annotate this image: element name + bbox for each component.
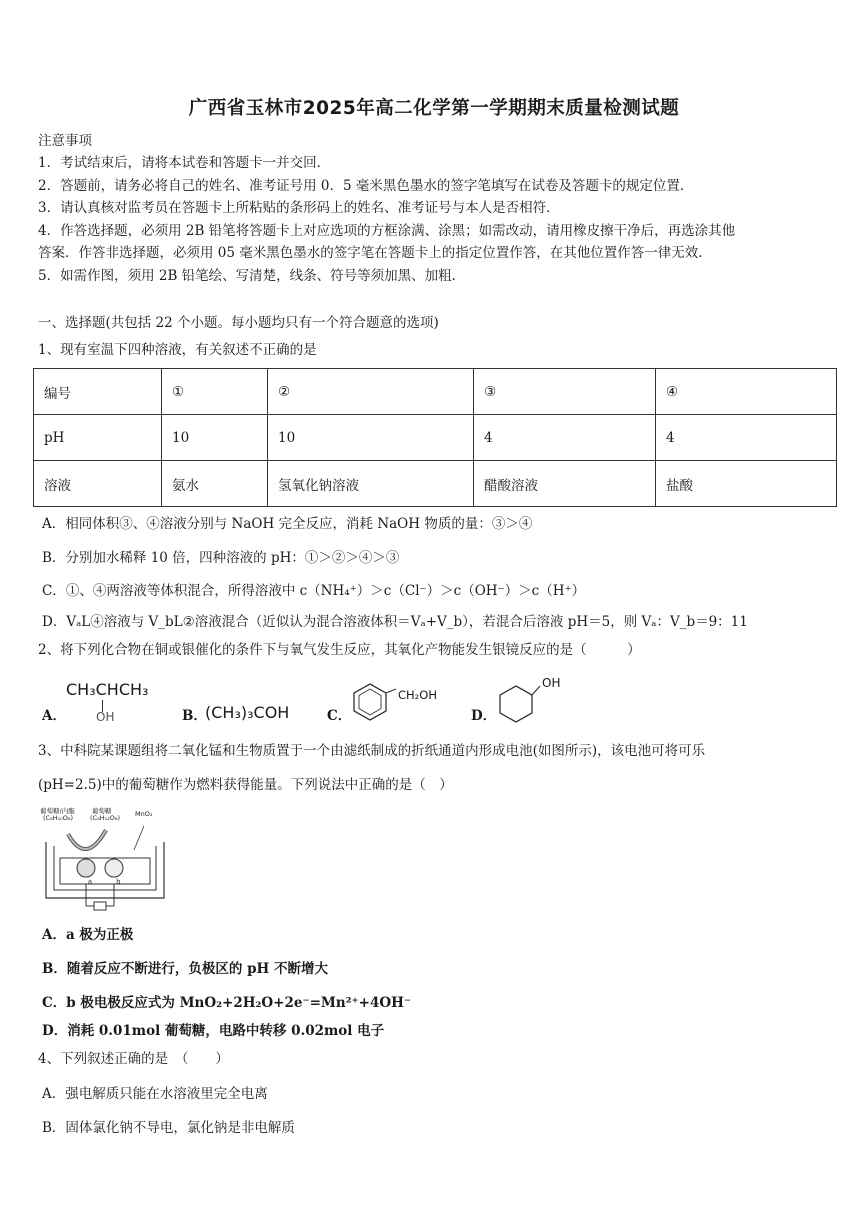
table-cell: 氢氧化钠溶液 bbox=[268, 461, 474, 507]
figure-label-mno2: MnO₂ bbox=[135, 810, 153, 818]
notice-item-4: 4．作答选择题，必须用 2B 铅笔将答题卡上对应选项的方框涂满、涂黑；如需改动，请用橡皮擦干净后，再选涂其他 bbox=[38, 223, 736, 239]
table-cell: 编号 bbox=[34, 369, 162, 415]
notice-item-4-cont: 答案．作答非选择题，必须用 05 毫米黑色墨水的签字笔在答题卡上的指定位置作答，在其他位置作答一律无效． bbox=[38, 245, 712, 261]
q3-option-a: A．a 极为正极 bbox=[42, 927, 134, 943]
electrode-b-label: b bbox=[116, 878, 121, 886]
q2-option-d-group: OH bbox=[542, 676, 561, 690]
table-cell: 醋酸溶液 bbox=[474, 461, 656, 507]
table-cell: 4 bbox=[474, 415, 656, 461]
table-row bbox=[34, 415, 837, 461]
q1-table bbox=[33, 368, 837, 507]
table-cell: ② bbox=[268, 369, 474, 415]
q1-option-d: D．VₐL④溶液与 V_bL②溶液混合（近似认为混合溶液体积＝Vₐ+V_b），若混合后溶液 pH＝5，则 Vₐ：V_b＝9：11 bbox=[42, 614, 748, 630]
q1-option-a: A．相同体积③、④溶液分别与 NaOH 完全反应，消耗 NaOH 物质的量：③＞④ bbox=[42, 516, 533, 532]
q2-option-c-group: CH₂OH bbox=[398, 688, 437, 702]
figure-label-glucose: 葡萄糖 bbox=[92, 807, 112, 815]
notice-item-1: 1．考试结束后，请将本试卷和答题卡一并交回． bbox=[38, 155, 331, 171]
q1-option-c: C．①、④两溶液等体积混合，所得溶液中 c（NH₄⁺）＞c（Cl⁻）＞c（OH⁻）＞c（H⁺） bbox=[42, 583, 586, 599]
q3-stem-line-1: 3、中科院某课题组将二氧化锰和生物质置于一个由滤纸制成的折纸通道内形成电池(如图所示)，该电池可将可乐 bbox=[38, 743, 706, 759]
q3-option-c: C．b 极电极反应式为 MnO₂+2H₂O+2e⁻=Mn²⁺+4OH⁻ bbox=[42, 995, 412, 1011]
q2-option-a-oh: OH bbox=[96, 710, 115, 724]
table-cell: pH bbox=[34, 415, 162, 461]
q2-option-d-label: D． bbox=[471, 708, 497, 724]
battery-drawing-icon bbox=[40, 820, 170, 912]
q2-stem: 2、将下列化合物在铜或银催化的条件下与氧气发生反应，其氧化产物能发生银镜反应的是（ ） bbox=[38, 642, 641, 658]
figure-label-lactone: 葡萄糖/内酯 bbox=[40, 807, 75, 815]
notice-heading: 注意事项 bbox=[38, 133, 92, 149]
figure-label-lactone-formula: (C₆H₁₀O₆) bbox=[43, 814, 74, 822]
figure-label-glucose-formula: (C₆H₁₂O₆) bbox=[90, 814, 121, 822]
cyclohexane-ring-icon bbox=[494, 676, 544, 726]
notice-item-2: 2．答题前，请务必将自己的姓名、准考证号用 0．5 毫米黑色墨水的签字笔填写在试卷及答题卡的规定位置． bbox=[38, 178, 694, 194]
table-cell: 10 bbox=[268, 415, 474, 461]
table-cell: 盐酸 bbox=[656, 461, 837, 507]
q2-option-b-formula: (CH₃)₃COH bbox=[205, 703, 290, 722]
notice-item-5: 5．如需作图，须用 2B 铅笔绘、写清楚，线条、符号等须加黑、加粗． bbox=[38, 268, 466, 284]
q2-option-a-formula: CH₃CHCH₃ bbox=[66, 680, 149, 699]
q1-stem: 1、现有室温下四种溶液，有关叙述不正确的是 bbox=[38, 342, 317, 358]
page-title: 广西省玉林市2025年高二化学第一学期期末质量检测试题 bbox=[188, 98, 680, 119]
notice-item-3: 3．请认真核对监考员在答题卡上所粘贴的条形码上的姓名、准考证号与本人是否相符． bbox=[38, 200, 560, 216]
q2-option-a-label: A． bbox=[42, 708, 66, 724]
battery-diagram bbox=[40, 806, 170, 912]
table-cell: 4 bbox=[656, 415, 837, 461]
table-cell: ③ bbox=[474, 369, 656, 415]
q3-option-d: D．消耗 0.01mol 葡萄糖，电路中转移 0.02mol 电子 bbox=[42, 1023, 385, 1039]
q3-option-b: B．随着反应不断进行，负极区的 pH 不断增大 bbox=[42, 961, 329, 977]
section-heading: 一、选择题(共包括 22 个小题。每小题均只有一个符合题意的选项) bbox=[38, 315, 439, 331]
table-cell: 10 bbox=[162, 415, 268, 461]
table-cell: 溶液 bbox=[34, 461, 162, 507]
table-cell: 氨水 bbox=[162, 461, 268, 507]
table-row bbox=[34, 369, 837, 415]
q4-option-a: A．强电解质只能在水溶液里完全电离 bbox=[42, 1086, 268, 1102]
table-cell: ① bbox=[162, 369, 268, 415]
q4-option-b: B．固体氯化钠不导电，氯化钠是非电解质 bbox=[42, 1120, 295, 1136]
table-row bbox=[34, 461, 837, 507]
q3-stem-line-2: (pH=2.5)中的葡萄糖作为燃料获得能量。下列说法中正确的是（ ） bbox=[38, 777, 453, 793]
q1-option-b: B．分别加水稀释 10 倍，四种溶液的 pH：①＞②＞④＞③ bbox=[42, 550, 400, 566]
q4-stem: 4、下列叙述正确的是 （ ） bbox=[38, 1051, 229, 1067]
electrode-a-label: a bbox=[88, 878, 93, 886]
q2-option-c-label: C． bbox=[327, 708, 352, 724]
q2-option-b-label: B． bbox=[182, 708, 207, 724]
benzene-ring-icon bbox=[348, 680, 398, 726]
table-cell: ④ bbox=[656, 369, 837, 415]
